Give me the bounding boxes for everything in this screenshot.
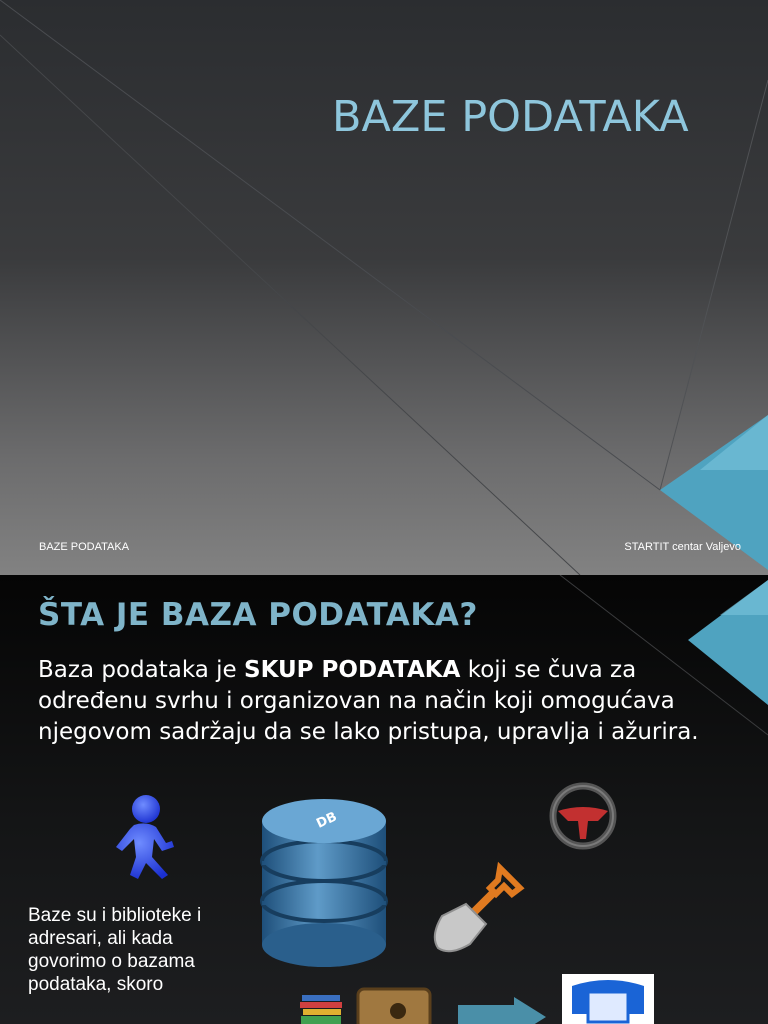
- footer-left: BAZE PODATAKA: [39, 541, 130, 553]
- slide-heading: ŠTA JE BAZA PODATAKA?: [38, 597, 478, 633]
- database-icon: [258, 797, 390, 969]
- definition-text: [38, 655, 738, 748]
- content-slide: [0, 575, 768, 1024]
- person-icon: [108, 793, 184, 883]
- address-book-icon: [354, 985, 436, 1024]
- shovel-icon: [430, 860, 526, 956]
- db-label: DB: [314, 809, 340, 832]
- definition-emphasis: SKUP PODATAKA: [244, 657, 461, 683]
- books-icon: [298, 993, 348, 1024]
- side-note-text: Baze su i biblioteke i adresari, ali kada govorimo o bazama podataka, skoro: [28, 905, 202, 995]
- definition-part-1: Baza podataka je: [38, 657, 245, 683]
- computer-icon: [562, 974, 654, 1024]
- footer-right: STARTIT centar Valjevo: [624, 541, 741, 553]
- arrow-icon: [458, 995, 548, 1024]
- slide-title: BAZE PODATAKA: [332, 92, 689, 142]
- definition-part-2: koji se čuva za određenu svrhu i organizovan na način koji omogućava njegovom sadržaju da se lako pristupa, upravlja i ažurira.: [38, 657, 699, 745]
- steering-wheel-icon: [548, 781, 618, 851]
